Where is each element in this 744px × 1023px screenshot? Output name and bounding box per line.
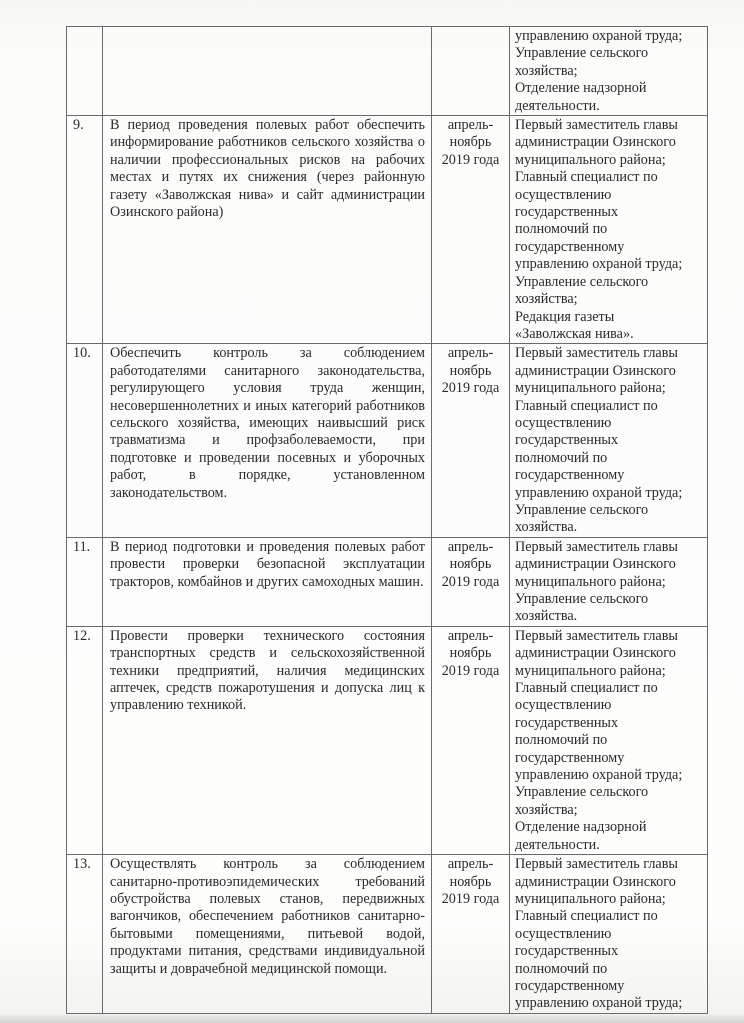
responsible-line: хозяйства; (515, 801, 578, 818)
responsible-line: государственных (515, 714, 619, 731)
deadline-line: апрель- (447, 538, 494, 555)
responsible-line: Главный специалист по (515, 169, 658, 186)
responsible-line: администрации Озинского (515, 873, 676, 890)
responsible-line: Управление сельского (515, 591, 649, 607)
deadline-line: 2019 года (441, 890, 500, 907)
responsible-parties (510, 344, 708, 537)
responsible-line: хозяйства; (515, 291, 578, 308)
responsible-line: управлению охраной труда; (515, 256, 683, 273)
responsible-line: муниципального района; (515, 890, 666, 907)
measures-table (66, 26, 708, 1014)
responsible-line: управлению охраной труда; (515, 767, 683, 784)
deadline-line: ноябрь (449, 134, 492, 151)
responsible-line: муниципального района; (515, 662, 666, 679)
table-row (67, 537, 708, 626)
scan-edge-shadow (0, 1013, 744, 1023)
responsible-line: хозяйства; (515, 62, 578, 79)
responsible-line: государственному (515, 749, 625, 766)
responsible-line: Управление сельского (515, 45, 649, 62)
deadline-line: 2019 года (441, 380, 500, 397)
responsible-line: администрации Озинского (515, 134, 676, 151)
deadline (432, 855, 510, 1014)
responsible-line: деятельности. (515, 97, 600, 114)
responsible-line: Редакция газеты (515, 308, 615, 325)
responsible-parties (510, 116, 708, 344)
responsible-line: Управление сельского (515, 273, 649, 290)
measure-description (103, 27, 432, 116)
table-row (67, 344, 708, 537)
deadline (432, 626, 510, 854)
responsible-line: Первый заместитель главы (515, 856, 678, 873)
responsible-line: Первый заместитель главы (515, 627, 678, 644)
deadline-line: апрель- (447, 627, 494, 644)
deadline-line: 2019 года (441, 662, 500, 679)
deadline (432, 344, 510, 537)
row-number: 9. (67, 116, 103, 344)
row-number: 11. (67, 537, 103, 626)
table-row (67, 116, 708, 344)
measure-description: Осуществлять контроль за соблюдением санитарно-противоэпидемических требований обустройства полевых станов, передвижных вагончиков, обеспечением работников санитарно-бытовыми помещениями, питьевой водой, продуктами питания, средствами индивидуальной защиты и доврачебной медицинской помощи. (103, 855, 432, 1014)
responsible-line: муниципального района; (515, 573, 666, 590)
responsible-line: Главный специалист по (515, 397, 658, 414)
responsible-line: деятельности. (515, 836, 600, 853)
responsible-line: полномочий по (515, 221, 608, 238)
responsible-line: муниципального района; (515, 151, 666, 168)
measure-description: В период подготовки и проведения полевых работ провести проверки безопасной эксплуатации тракторов, комбайнов и других самоходных машин. (103, 537, 432, 626)
row-number: 10. (67, 344, 103, 537)
row-number: 13. (67, 855, 103, 1014)
responsible-line: Первый заместитель главы (515, 345, 678, 362)
responsible-line: осуществлению (515, 186, 612, 203)
responsible-line: администрации Озинского (515, 556, 676, 573)
responsible-parties (510, 537, 708, 626)
deadline-line: апрель- (447, 345, 494, 362)
responsible-line: государственному (515, 977, 625, 994)
responsible-line: администрации Озинского (515, 645, 676, 662)
deadline (432, 537, 510, 626)
responsible-line: полномочий по (515, 449, 608, 466)
deadline (432, 116, 510, 344)
responsible-line: Отделение надзорной (515, 80, 647, 97)
measure-description: Провести проверки технического состояния транспортных средств и сельскохозяйственной техники предприятий, наличия медицинских аптечек, средств пожаротушения и допуска лиц к управлению техникой. (103, 626, 432, 854)
responsible-line: Управление сельского (515, 501, 649, 518)
responsible-line: государственных (515, 943, 619, 960)
deadline-line: ноябрь (449, 645, 492, 662)
responsible-line: государственному (515, 467, 625, 484)
responsible-line: хозяйства. (515, 608, 578, 625)
row-number: 12. (67, 626, 103, 854)
responsible-parties (510, 27, 708, 116)
responsible-line: осуществлению (515, 925, 612, 942)
table-row (67, 626, 708, 854)
responsible-line: осуществлению (515, 697, 612, 714)
table-row (67, 27, 708, 116)
deadline-line: апрель- (447, 117, 494, 134)
deadline (432, 27, 510, 116)
responsible-line: Главный специалист по (515, 908, 658, 925)
responsible-line: полномочий по (515, 732, 608, 749)
responsible-parties (510, 855, 708, 1014)
deadline-line: 2019 года (441, 573, 500, 590)
measure-description: В период проведения полевых работ обеспечить информирование работников сельского хозяйства о наличии профессиональных рисков на рабочих местах и путях их снижения (через районную газету «Заволжская нива» и сайт администрации Озинского района) (103, 116, 432, 344)
deadline-line: 2019 года (441, 151, 500, 168)
responsible-line: Отделение надзорной (515, 819, 647, 836)
table-row (67, 855, 708, 1014)
measure-description: Обеспечить контроль за соблюдением работодателями санитарного законодательства, регулирующего условия труда женщин, несовершеннолетних и иных категорий работников сельского хозяйства, имеющих наивысший риск травматизма и профзаболеваемости, при подготовке и проведении посевных и уборочных работ, в порядке, установленном законодательством. (103, 344, 432, 537)
responsible-line: государственному (515, 238, 625, 255)
row-number (67, 27, 103, 116)
responsible-line: администрации Озинского (515, 362, 676, 379)
responsible-line: управлению охраной труда; (515, 484, 683, 501)
responsible-line: Первый заместитель главы (515, 117, 678, 134)
responsible-line: полномочий по (515, 960, 608, 977)
responsible-line: управлению охраной труда; (515, 995, 683, 1012)
deadline-line: апрель- (447, 856, 494, 873)
responsible-line: Управление сельского (515, 784, 649, 801)
responsible-line: хозяйства. (515, 519, 578, 536)
responsible-line: государственных (515, 432, 619, 449)
responsible-line: муниципального района; (515, 380, 666, 397)
responsible-line: государственных (515, 204, 619, 221)
responsible-parties (510, 626, 708, 854)
responsible-line: управлению охраной труда; (515, 28, 683, 44)
deadline-line: ноябрь (449, 362, 492, 379)
responsible-line: «Заволжская нива». (515, 325, 634, 342)
responsible-line: осуществлению (515, 414, 612, 431)
deadline-line: ноябрь (449, 556, 492, 573)
responsible-line: Главный специалист по (515, 680, 658, 697)
deadline-line: ноябрь (449, 873, 492, 890)
responsible-line: Первый заместитель главы (515, 538, 678, 555)
